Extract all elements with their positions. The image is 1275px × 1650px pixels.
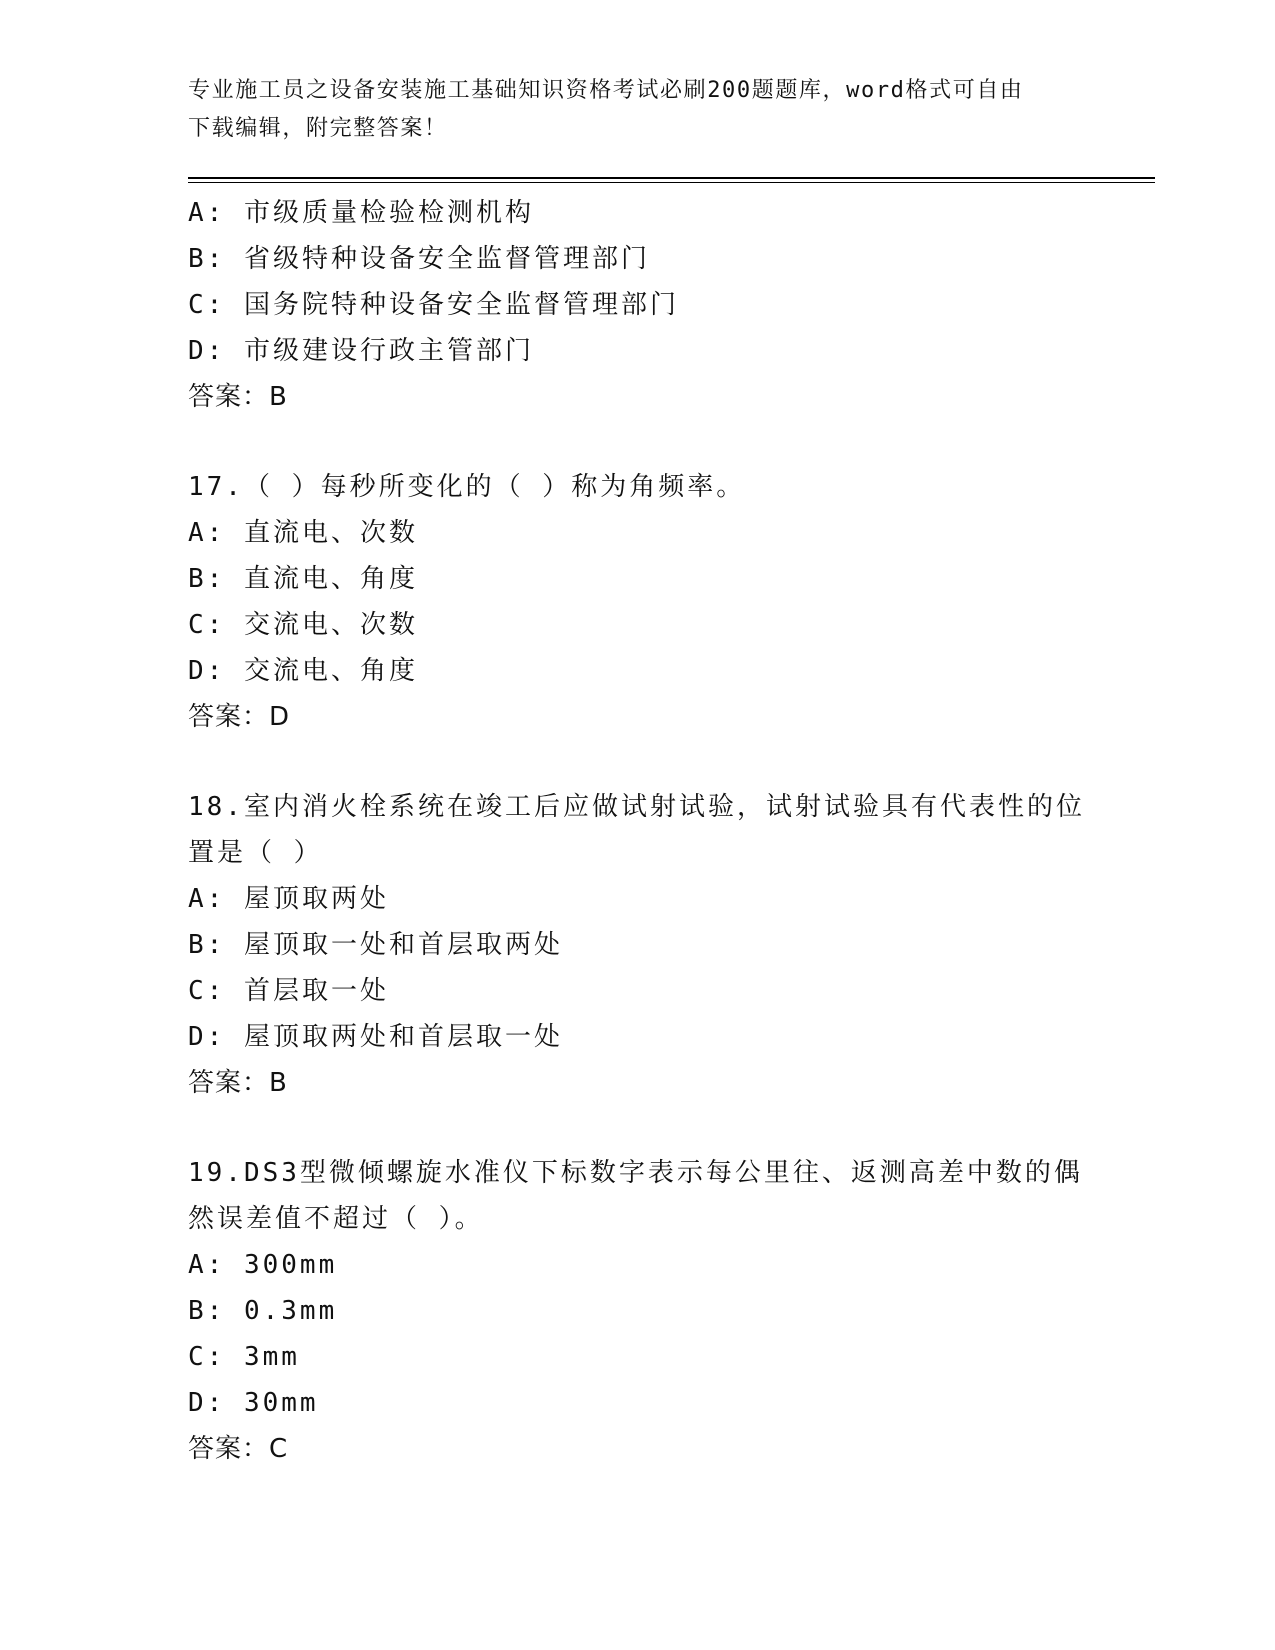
header-rule-thin: [188, 182, 1155, 183]
option-d: D: 屋顶取两处和首层取一处: [188, 1022, 563, 1052]
question-text-line-1: 19.DS3型微倾螺旋水准仪下标数字表示每公里往、返测高差中数的偶: [188, 1158, 1083, 1188]
spacer: [188, 740, 1088, 784]
option-b: B: 屋顶取一处和首层取两处: [188, 930, 563, 960]
question-block-19: [188, 1150, 1088, 1472]
header-line-2: 下载编辑，附完整答案！: [188, 116, 448, 141]
option-b: B: 省级特种设备安全监督管理部门: [188, 244, 650, 274]
question-text-line-2: 置是（ ）: [188, 838, 323, 868]
answer-line: 答案：B: [188, 382, 288, 412]
question-block-17: [188, 464, 1088, 740]
option-a: A: 屋顶取两处: [188, 884, 389, 914]
question-block-16: [188, 190, 1088, 420]
option-d: D: 30mm: [188, 1388, 319, 1418]
option-c: C: 首层取一处: [188, 976, 389, 1006]
option-c: C: 3mm: [188, 1342, 300, 1372]
option-a: A: 300mm: [188, 1250, 338, 1280]
document-header: [188, 72, 1088, 148]
question-text-line-1: 18.室内消火栓系统在竣工后应做试射试验，试射试验具有代表性的位: [188, 792, 1085, 822]
option-d: D: 市级建设行政主管部门: [188, 336, 534, 366]
option-d: D: 交流电、角度: [188, 656, 418, 686]
option-b: B: 直流电、角度: [188, 564, 418, 594]
option-c: C: 交流电、次数: [188, 610, 418, 640]
answer-line: 答案：D: [188, 702, 291, 732]
header-line-1: 专业施工员之设备安装施工基础知识资格考试必刷200题题库，word格式可自由: [188, 78, 1024, 103]
question-text-line-2: 然误差值不超过（ ）。: [188, 1204, 484, 1234]
option-c: C: 国务院特种设备安全监督管理部门: [188, 290, 679, 320]
option-a: A: 直流电、次数: [188, 518, 418, 548]
option-b: B: 0.3mm: [188, 1296, 338, 1326]
header-rule-thick: [188, 177, 1155, 179]
option-a: A: 市级质量检验检测机构: [188, 198, 534, 228]
answer-line: 答案：B: [188, 1068, 288, 1098]
answer-line: 答案：C: [188, 1434, 289, 1464]
question-list: [188, 190, 1088, 1472]
question-text: 17.（ ）每秒所变化的（ ）称为角频率。: [188, 472, 746, 502]
question-block-18: [188, 784, 1088, 1106]
spacer: [188, 1106, 1088, 1150]
spacer: [188, 420, 1088, 464]
